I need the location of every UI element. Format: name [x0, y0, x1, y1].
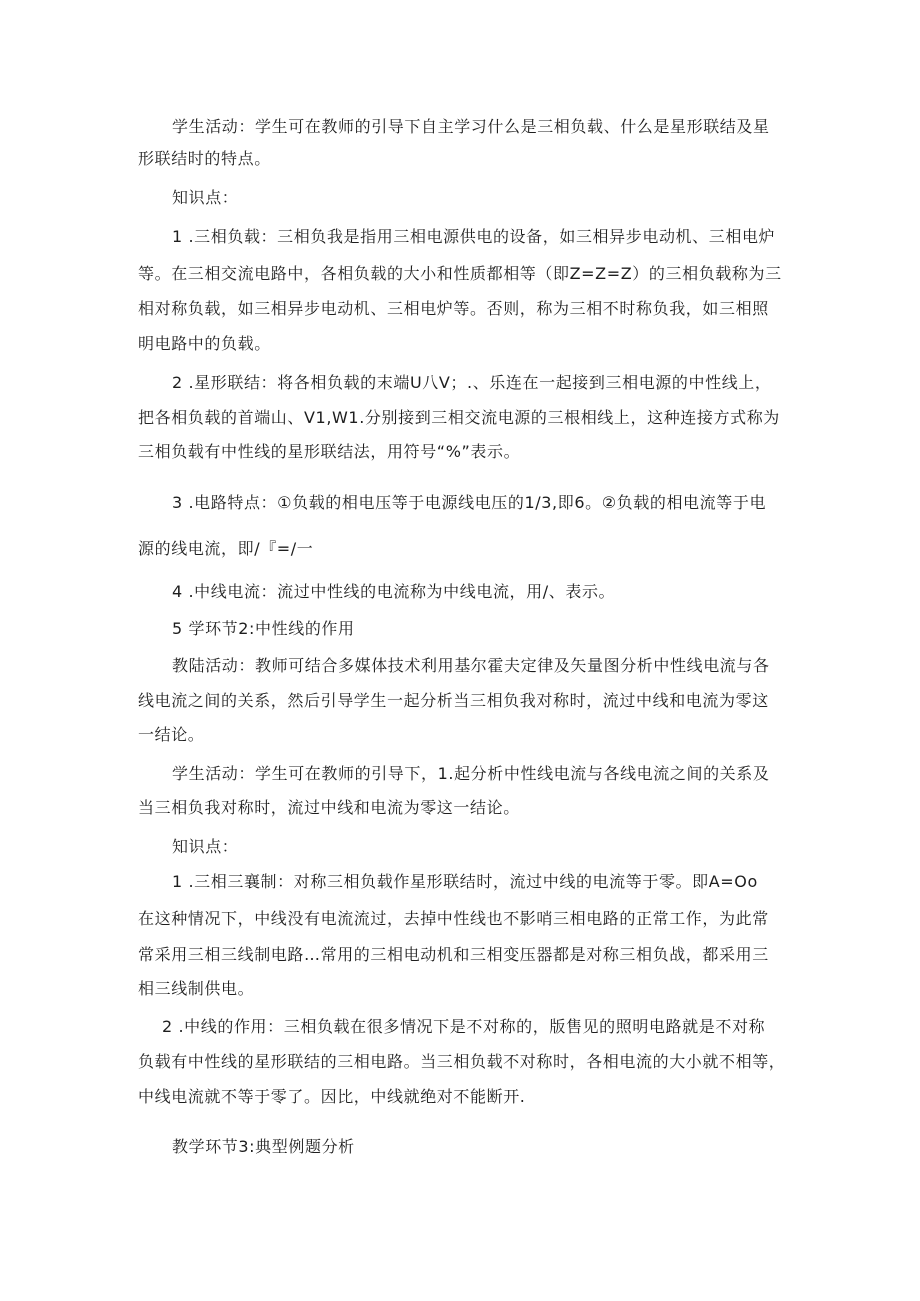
- item-neutral-function-cont-2: 中线电流就不等于零了。因比，中线就绝对不能断开.: [138, 1087, 526, 1106]
- paragraph-student-activity-1: 学生活动：学生可在教师的引导下自主学习什么是三相负载、什么是星形联结及星: [172, 117, 770, 136]
- paragraph-student-activity-2-cont: 当三相负我对称时，流过中线和电流为零这一结论。: [138, 798, 520, 817]
- section-heading-neutral-line: 5 学环节2:中性线的作用: [172, 619, 355, 638]
- item-neutral-current: 4 .中线电流：流过中性线的电流称为中线电流，用/、表示。: [172, 582, 616, 601]
- paragraph-teacher-activity: 教陆活动：教师可结合多媒体技术利用基尔霍夫定律及矢量图分析中性线电流与各: [172, 656, 770, 675]
- item-circuit-features: 3 .电路特点：①负载的相电压等于电源线电压的1/3,即6。②负载的相电流等于电: [172, 493, 767, 512]
- item-three-phase-load-cont-1: 等。在三相交流电路中，各相负载的大小和性质都相等（即Z=Z=Z）的三相负载称为三: [138, 264, 782, 283]
- knowledge-heading-1: 知识点：: [172, 188, 239, 207]
- item-three-phase-three-wire: 1 .三相三襄制：对称三相负载作星形联结时，流过中线的电流等于零。即A=Oo: [172, 872, 758, 891]
- item-three-phase-load-cont-2: 相对称负载，如三相异步电动机、三相电炉等。否则，称为三相不时称负我，如三相照: [138, 299, 769, 318]
- section-heading-examples: 教学环节3:典型例题分析: [172, 1137, 355, 1156]
- item-three-phase-load-cont-3: 明电路中的负载。: [138, 334, 271, 353]
- paragraph-teacher-activity-cont-1: 线电流之间的关系，然后引导学生一起分析当三相负我对称时，流过中线和电流为零这: [138, 691, 769, 710]
- item-three-phase-three-wire-cont-3: 相三线制供电。: [138, 979, 255, 998]
- paragraph-student-activity-1-cont: 形联结时的特点。: [138, 149, 271, 168]
- item-star-connection-cont-1: 把各相负载的首端山、V1,W1.分别接到三相交流电源的三根相线上，这种连接方式称为: [138, 408, 780, 427]
- item-neutral-function-cont-1: 负载有中性线的星形联结的三相电路。当三相负载不对称时，各相电流的大小就不相等，: [138, 1052, 786, 1071]
- knowledge-heading-2: 知识点：: [172, 837, 239, 856]
- paragraph-student-activity-2: 学生活动：学生可在教师的引导下，1.起分析中性线电流与各线电流之间的关系及: [172, 764, 770, 783]
- item-circuit-features-cont: 源的线电流，即/『=/一: [138, 539, 314, 558]
- item-three-phase-three-wire-cont-1: 在这种情况下，中线没有电流流过，去掉中性线也不影哨三相电路的正常工作，为此常: [138, 909, 769, 928]
- item-three-phase-load: 1 .三相负载：三相负我是指用三相电源供电的设备，如三相异步电动机、三相电炉: [172, 227, 776, 246]
- item-star-connection-cont-2: 三相负载有中性线的星形联结法，用符号“%”表示。: [138, 442, 521, 461]
- item-neutral-function: 2 .中线的作用：三相负载在很多情况下是不对称的，版售见的照明电路就是不对称: [162, 1017, 766, 1036]
- item-star-connection: 2 .星形联结：将各相负载的末端U八V；.、乐连在一起接到三相电源的中性线上，: [172, 373, 772, 392]
- paragraph-teacher-activity-cont-2: 一结论。: [138, 725, 205, 744]
- item-three-phase-three-wire-cont-2: 常采用三相三线制电路…常用的三相电动机和三相变压器都是对称三相负战，都采用三: [138, 945, 769, 964]
